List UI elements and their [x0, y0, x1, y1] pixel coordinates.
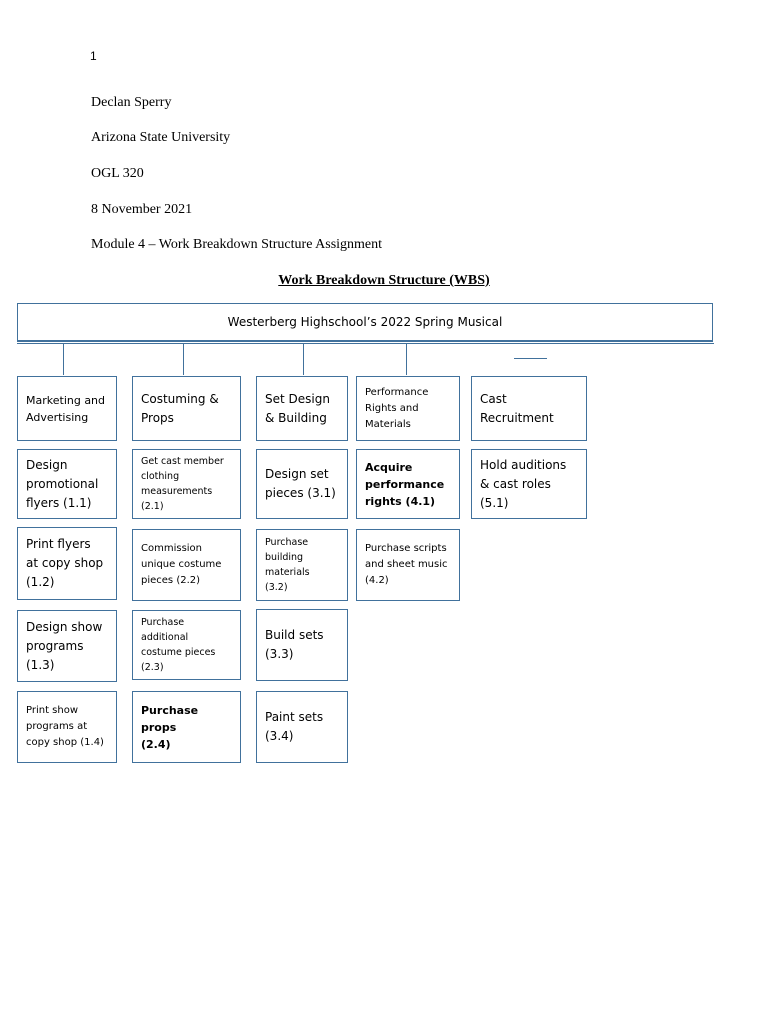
connector-branch-4	[406, 344, 407, 375]
task-label: Print flyers at copy shop (1.2)	[26, 537, 104, 589]
connector-branch-1	[63, 344, 64, 375]
branch-box-set-design	[256, 376, 348, 441]
task-box-2-2	[132, 529, 241, 601]
task-box-3-2	[256, 529, 348, 601]
task-label: Purchase scripts and sheet music (4.2)	[365, 543, 448, 586]
branch-label-set-design: Set Design & Building	[265, 391, 330, 425]
task-box-5-1	[471, 449, 587, 519]
task-box-3-1	[256, 449, 348, 519]
task-label: Purchase props (2.4)	[141, 703, 199, 751]
page-number: 1	[90, 49, 97, 63]
connector-horizontal	[17, 343, 714, 344]
assignment-title: Module 4 – Work Breakdown Structure Assignment	[91, 237, 383, 252]
task-label: Design promotional flyers (1.1)	[26, 457, 99, 510]
branch-box-costuming	[132, 376, 241, 441]
task-box-2-1	[132, 449, 241, 519]
task-box-2-4	[132, 691, 241, 763]
wbs-root-box	[17, 303, 713, 342]
task-label: Purchase building materials (3.2)	[265, 537, 310, 593]
task-label: Commission unique costume pieces (2.2)	[141, 543, 222, 586]
task-box-3-3	[256, 609, 348, 681]
wbs-heading: Work Breakdown Structure (WBS)	[278, 273, 490, 288]
task-label: Paint sets (3.4)	[265, 710, 324, 743]
branch-box-cast-recruitment	[471, 376, 587, 441]
branch-label-performance-rights: Performance Rights and Materials	[365, 386, 429, 430]
document-date: 8 November 2021	[91, 202, 193, 217]
branch-box-performance-rights	[356, 376, 460, 441]
task-box-1-4	[17, 691, 117, 763]
task-label: Print show programs at copy shop (1.4)	[26, 705, 104, 748]
task-label: Design set pieces (3.1)	[265, 467, 336, 500]
task-box-4-1	[356, 449, 460, 519]
university-name: Arizona State University	[91, 130, 231, 145]
branch-label-cast-recruitment: Cast Recruitment	[480, 391, 554, 425]
branch-label-costuming: Costuming & Props	[141, 391, 219, 425]
task-box-3-4	[256, 691, 348, 763]
task-box-1-3	[17, 610, 117, 682]
course-code: OGL 320	[91, 166, 144, 181]
connector-stub	[514, 358, 547, 359]
author-name: Declan Sperry	[91, 95, 172, 110]
task-box-1-1	[17, 449, 117, 519]
task-label: Hold auditions & cast roles (5.1)	[480, 457, 567, 510]
wbs-root-label: Westerberg Highschool’s 2022 Spring Musical	[227, 315, 503, 329]
connector-branch-3	[303, 344, 304, 375]
task-label: Design show programs (1.3)	[26, 619, 103, 672]
task-box-4-2	[356, 529, 460, 601]
task-label: Build sets (3.3)	[265, 628, 324, 661]
task-box-1-2	[17, 527, 117, 600]
branch-box-marketing	[17, 376, 117, 441]
task-box-2-3	[132, 610, 241, 680]
connector-branch-2	[183, 344, 184, 375]
task-label: Acquire performance rights (4.1)	[365, 460, 445, 508]
task-label: Get cast member clothing measurements (2.1)	[141, 456, 224, 512]
task-label: Purchase additional costume pieces (2.3)	[141, 617, 216, 673]
branch-label-marketing: Marketing and Advertising	[26, 393, 106, 424]
